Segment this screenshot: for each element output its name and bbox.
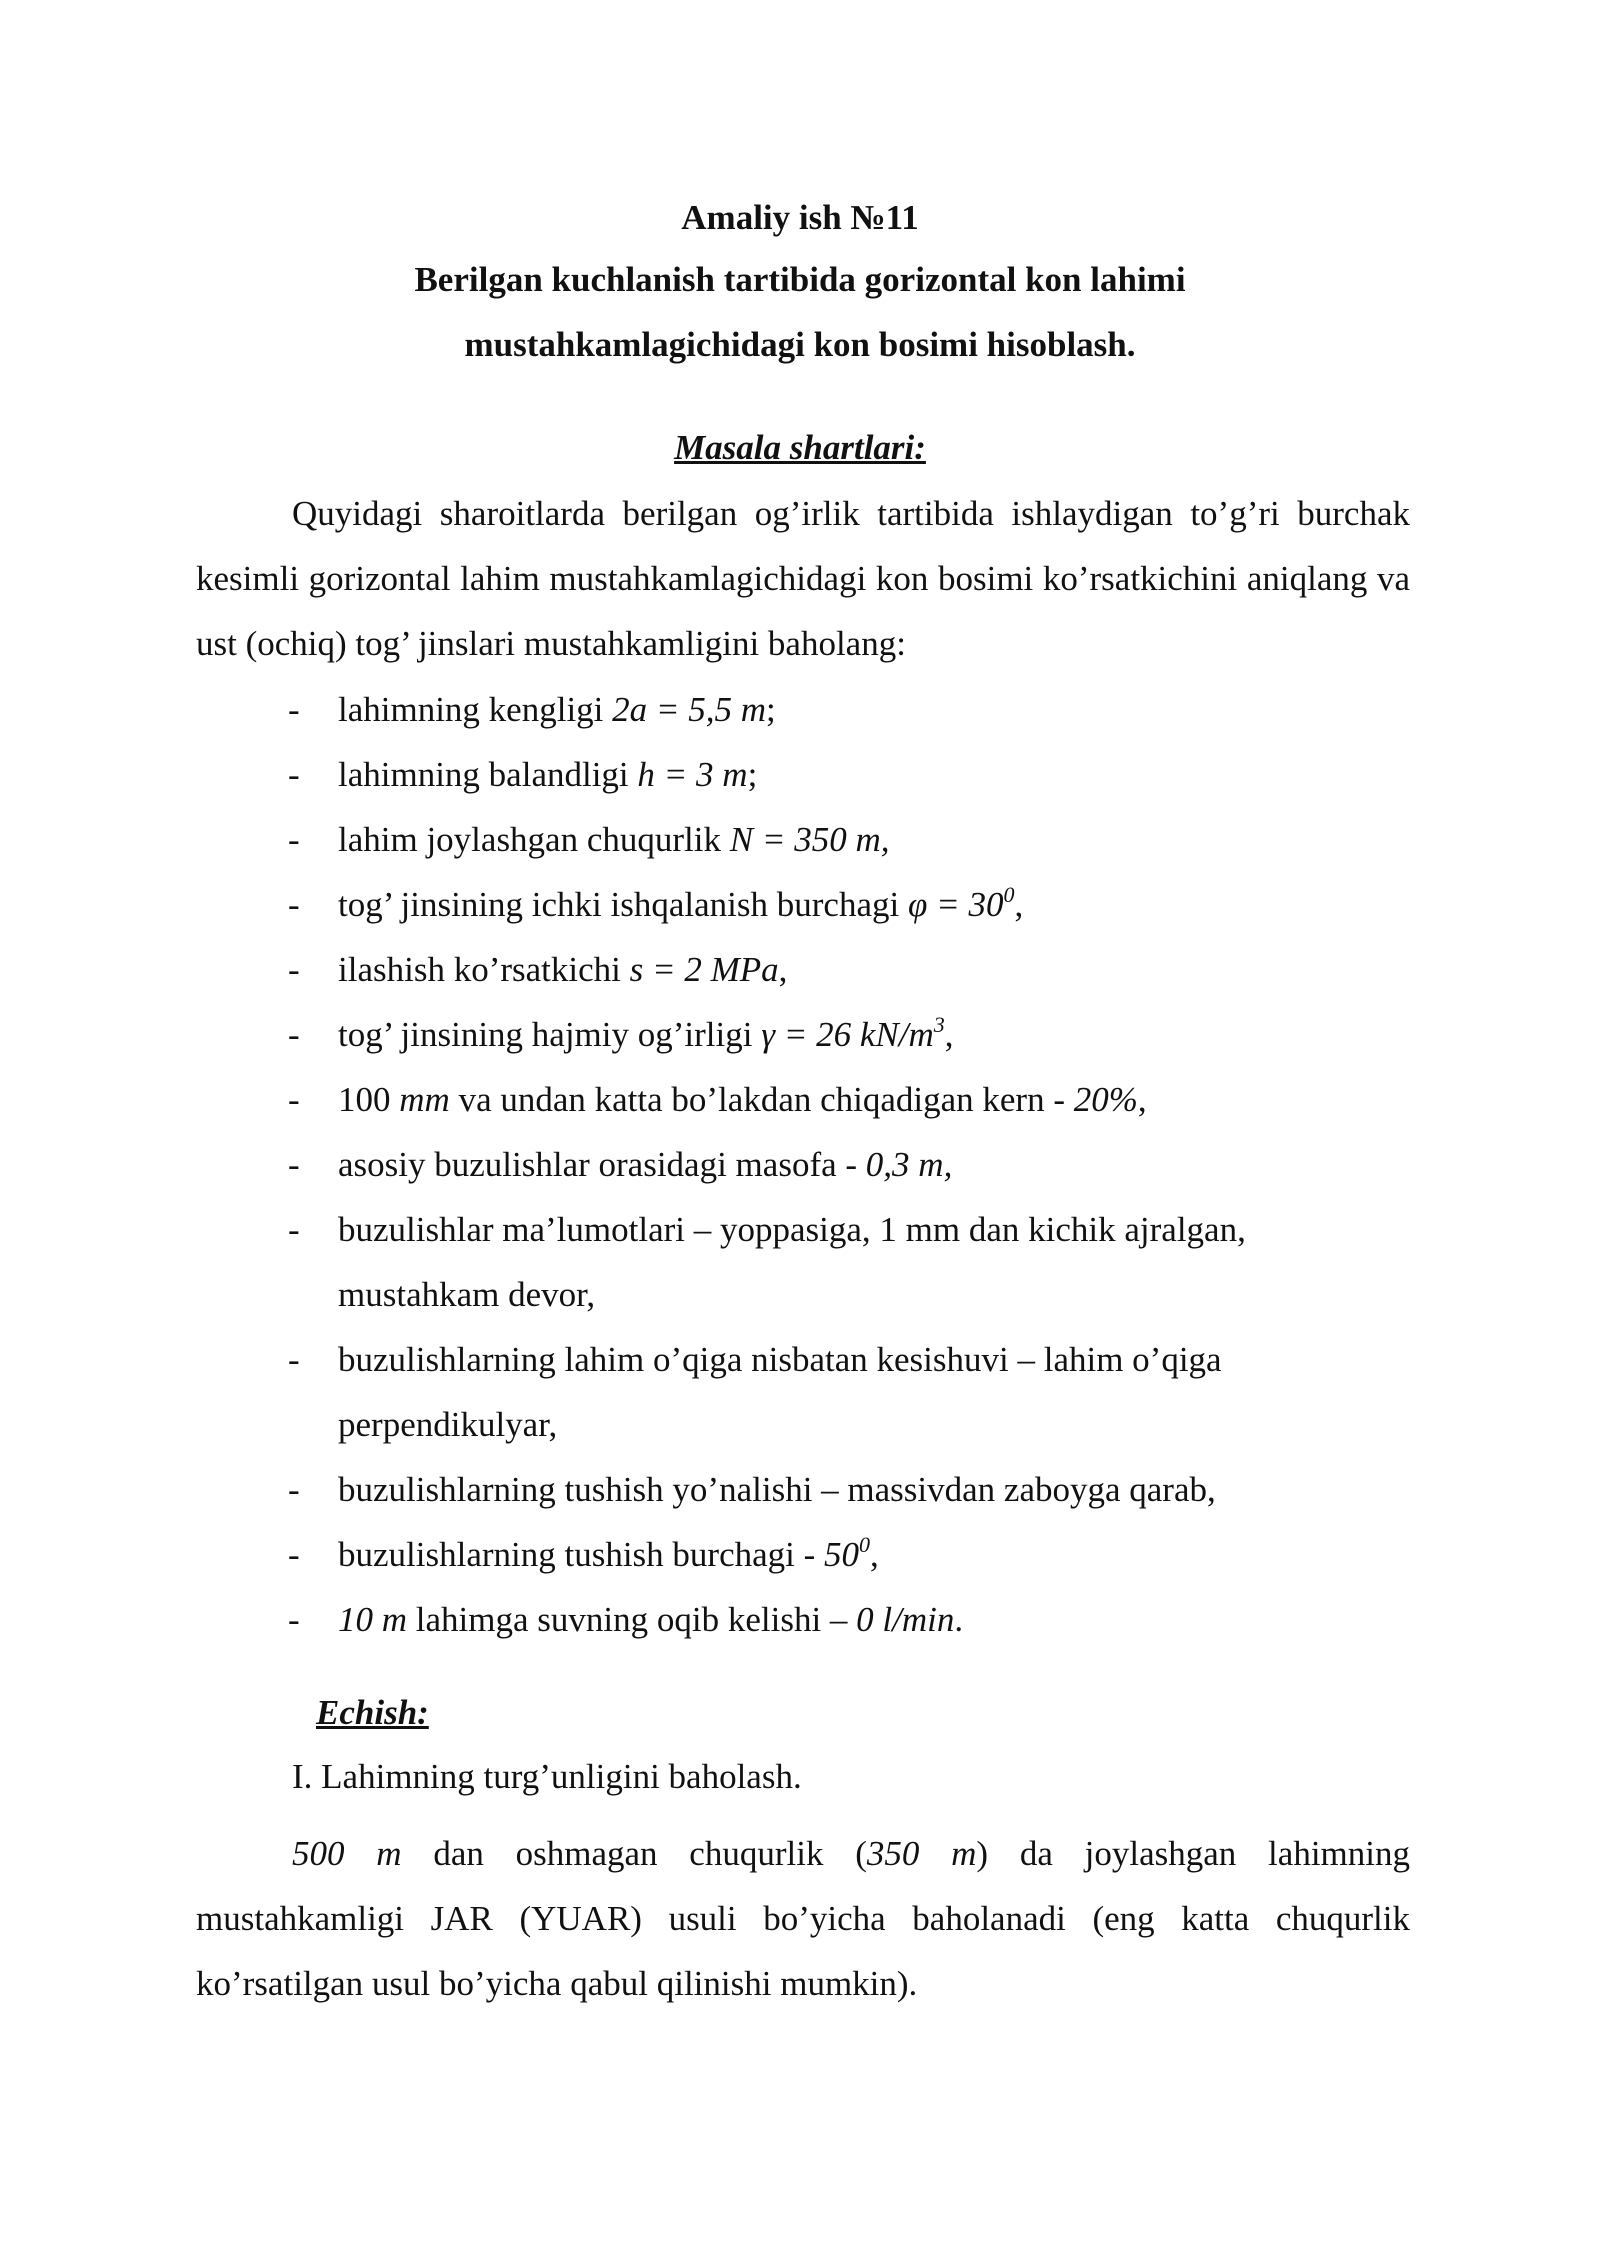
section-heading: I. Lahimning turg’unligini baholash. (292, 1757, 802, 1796)
list-item: - buzulishlarning tushish burchagi - $50^0$, (288, 1532, 879, 1574)
list-item: - tog’ jinsining ichki ishqalanish burchagi $\varphi = 30^0$, (288, 882, 1024, 924)
list-item: - tog’ jinsining hajmiy og’irligi γ = 26 $kN/m^3$, (288, 1012, 954, 1054)
list-item: - lahimning balandligi h = 3 m; (288, 755, 758, 794)
title-line-1: Amaliy ish №11 (681, 198, 919, 237)
list-item: - buzulishlar ma’lumotlari – yoppasiga, 1 mm dan kichik ajralgan, mustahkam devor, (288, 1210, 1246, 1314)
solution-heading: Echish: (316, 1693, 429, 1732)
conditions-list (196, 677, 1410, 1652)
intro-paragraph: Quyidagi sharoitlarda berilgan og’irlik tartibida ishlaydigan to’g’ri burchak kesimli gorizontal lahim mustahkamlagichidagi kon bosimi ko’rsatkichini aniqlang va ust (ochiq) tog’ jinslari mustahkamligini baholang: (196, 494, 1410, 663)
list-item: - 100 mm va undan katta bo’lakdan chiqadigan kern - 20%, (288, 1080, 1147, 1119)
list-item: - lahimning kengligi 2a = 5,5 m; (288, 690, 776, 729)
list-item: - buzulishlarning tushish yo’nalishi – massivdan zaboyga qarab, (288, 1470, 1216, 1509)
list-item: - buzulishlarning lahim o’qiga nisbatan kesishuvi – lahim o’qiga perpendikulyar, (288, 1340, 1222, 1444)
final-paragraph: 500 m dan oshmagan chuqurlik (350 m) da joylashgan lahimning mustahkamligi JAR (YUAR) usuli bo’yicha baholanadi (eng katta chuqurlik ko’rsatilgan usul bo’yicha qabul qilinishi mumkin). (196, 1834, 1410, 2003)
list-item: - lahim joylashgan chuqurlik N = 350 m, (288, 820, 890, 859)
title-line-2: Berilgan kuchlanish tartibida gorizontal kon lahimi (414, 260, 1186, 299)
conditions-heading: Masala shartlari: (674, 428, 926, 467)
list-item: - ilashish ko’rsatkichi s = 2 MPa, (288, 950, 788, 989)
title-line-3: mustahkamlagichidagi kon bosimi hisoblash. (464, 325, 1136, 364)
list-item: - asosiy buzulishlar orasidagi masofa - 0,3 m, (288, 1145, 953, 1184)
list-item: - 10 m lahimga suvning oqib kelishi – 0 l/min. (288, 1600, 964, 1639)
